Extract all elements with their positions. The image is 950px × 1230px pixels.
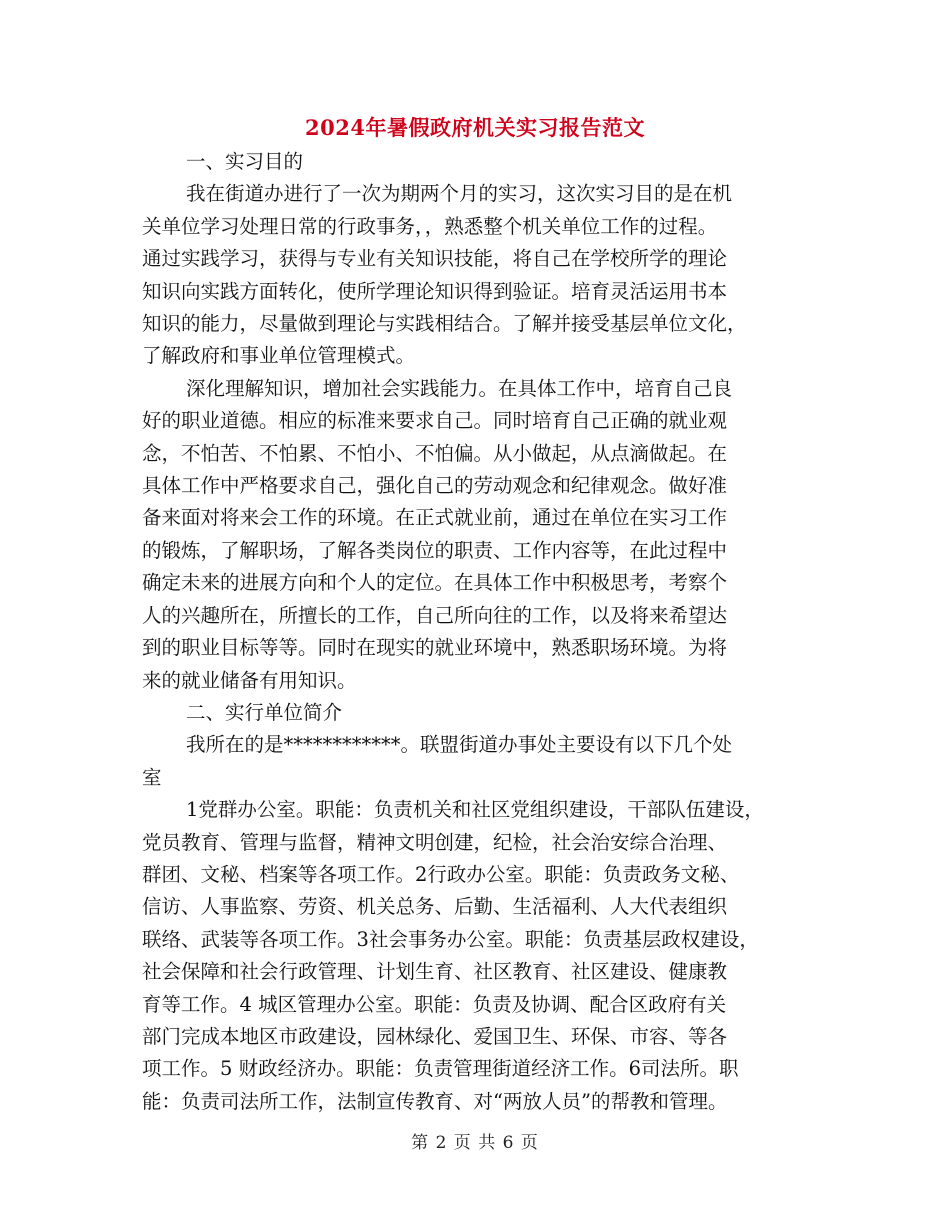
- paragraph-line: 部门完成本地区市政建设，园林绿化、爱国卫生、环保、市容、等各: [142, 1024, 728, 1048]
- paragraph-line: 我在街道办进行了一次为期两个月的实习，这次实习目的是在机: [186, 182, 733, 206]
- document-body: [142, 146, 827, 1118]
- paragraph-line: 项工作。5 财政经济办。职能：负责管理街道经济工作。6司法所。职: [142, 1057, 739, 1081]
- document-title: 2024年暑假政府机关实习报告范文: [305, 115, 645, 140]
- paragraph-line: 1党群办公室。职能：负责机关和社区党组织建设，干部队伍建设，: [186, 798, 764, 822]
- paragraph-line: 的锻炼，了解职场，了解各类岗位的职责、工作内容等，在此过程中: [142, 538, 728, 562]
- paragraph-line: 群团、文秘、档案等各项工作。2行政办公室。职能：负责政务文秘、: [142, 862, 740, 886]
- paragraph-line: 联络、武装等各项工作。3社会事务办公室。职能：负责基层政权建设，: [142, 927, 759, 951]
- section-heading: 二、实行单位简介: [186, 700, 343, 724]
- paragraph-line: 念，不怕苦、不怕累、不怕小、不怕偏。从小做起，从点滴做起。在: [142, 441, 728, 465]
- paragraph-line: 知识的能力，尽量做到理论与实践相结合。了解并接受基层单位文化，: [142, 312, 747, 336]
- paragraph-line: 信访、人事监察、劳资、机关总务、后勤、生活福利、人大代表组织: [142, 895, 728, 919]
- paragraph-line: 育等工作。4 城区管理办公室。职能：负责及协调、配合区政府有关: [142, 992, 727, 1016]
- paragraph-line: 室: [142, 765, 162, 789]
- paragraph-line: 好的职业道德。相应的标准来要求自己。同时培育自己正确的就业观: [142, 409, 728, 433]
- paragraph-line: 社会保障和社会行政管理、计划生育、社区教育、社区建设、健康教: [142, 960, 728, 984]
- paragraph-line: 备来面对将来会工作的环境。在正式就业前，通过在单位在实习工作: [142, 506, 728, 530]
- paragraph-line: 了解政府和事业单位管理模式。: [142, 344, 416, 368]
- paragraph-line: 通过实践学习，获得与专业有关知识技能，将自己在学校所学的理论: [142, 247, 728, 271]
- paragraph-line: 来的就业储备有用知识。: [142, 668, 357, 692]
- paragraph-line: 具体工作中严格要求自己，强化自己的劳动观念和纪律观念。做好准: [142, 474, 728, 498]
- paragraph-line: 党员教育、管理与监督，精神文明创建，纪检，社会治安综合治理、: [142, 830, 728, 854]
- paragraph-line: 能：负责司法所工作，法制宣传教育、对“两放人员”的帮教和管理。: [142, 1089, 728, 1113]
- page-footer: 第 2 页 共 6 页: [411, 1133, 539, 1153]
- paragraph-line: 关单位学习处理日常的行政事务，，熟悉整个机关单位工作的过程。: [142, 214, 718, 238]
- paragraph-line: 确定未来的进展方向和个人的定位。在具体工作中积极思考，考察个: [142, 571, 728, 595]
- paragraph-line: 知识向实践方面转化，使所学理论知识得到验证。培育灵活运用书本: [142, 279, 728, 303]
- paragraph-line: 到的职业目标等等。同时在现实的就业环境中，熟悉职场环境。为将: [142, 636, 728, 660]
- paragraph-line: 我所在的是************。联盟街道办事处主要设有以下几个处: [186, 733, 733, 757]
- section-heading: 一、实习目的: [186, 150, 304, 173]
- paragraph-line: 深化理解知识，增加社会实践能力。在具体工作中，培育自己良: [186, 376, 733, 400]
- paragraph-line: 人的兴趣所在，所擅长的工作，自己所向往的工作，以及将来希望达: [142, 603, 728, 627]
